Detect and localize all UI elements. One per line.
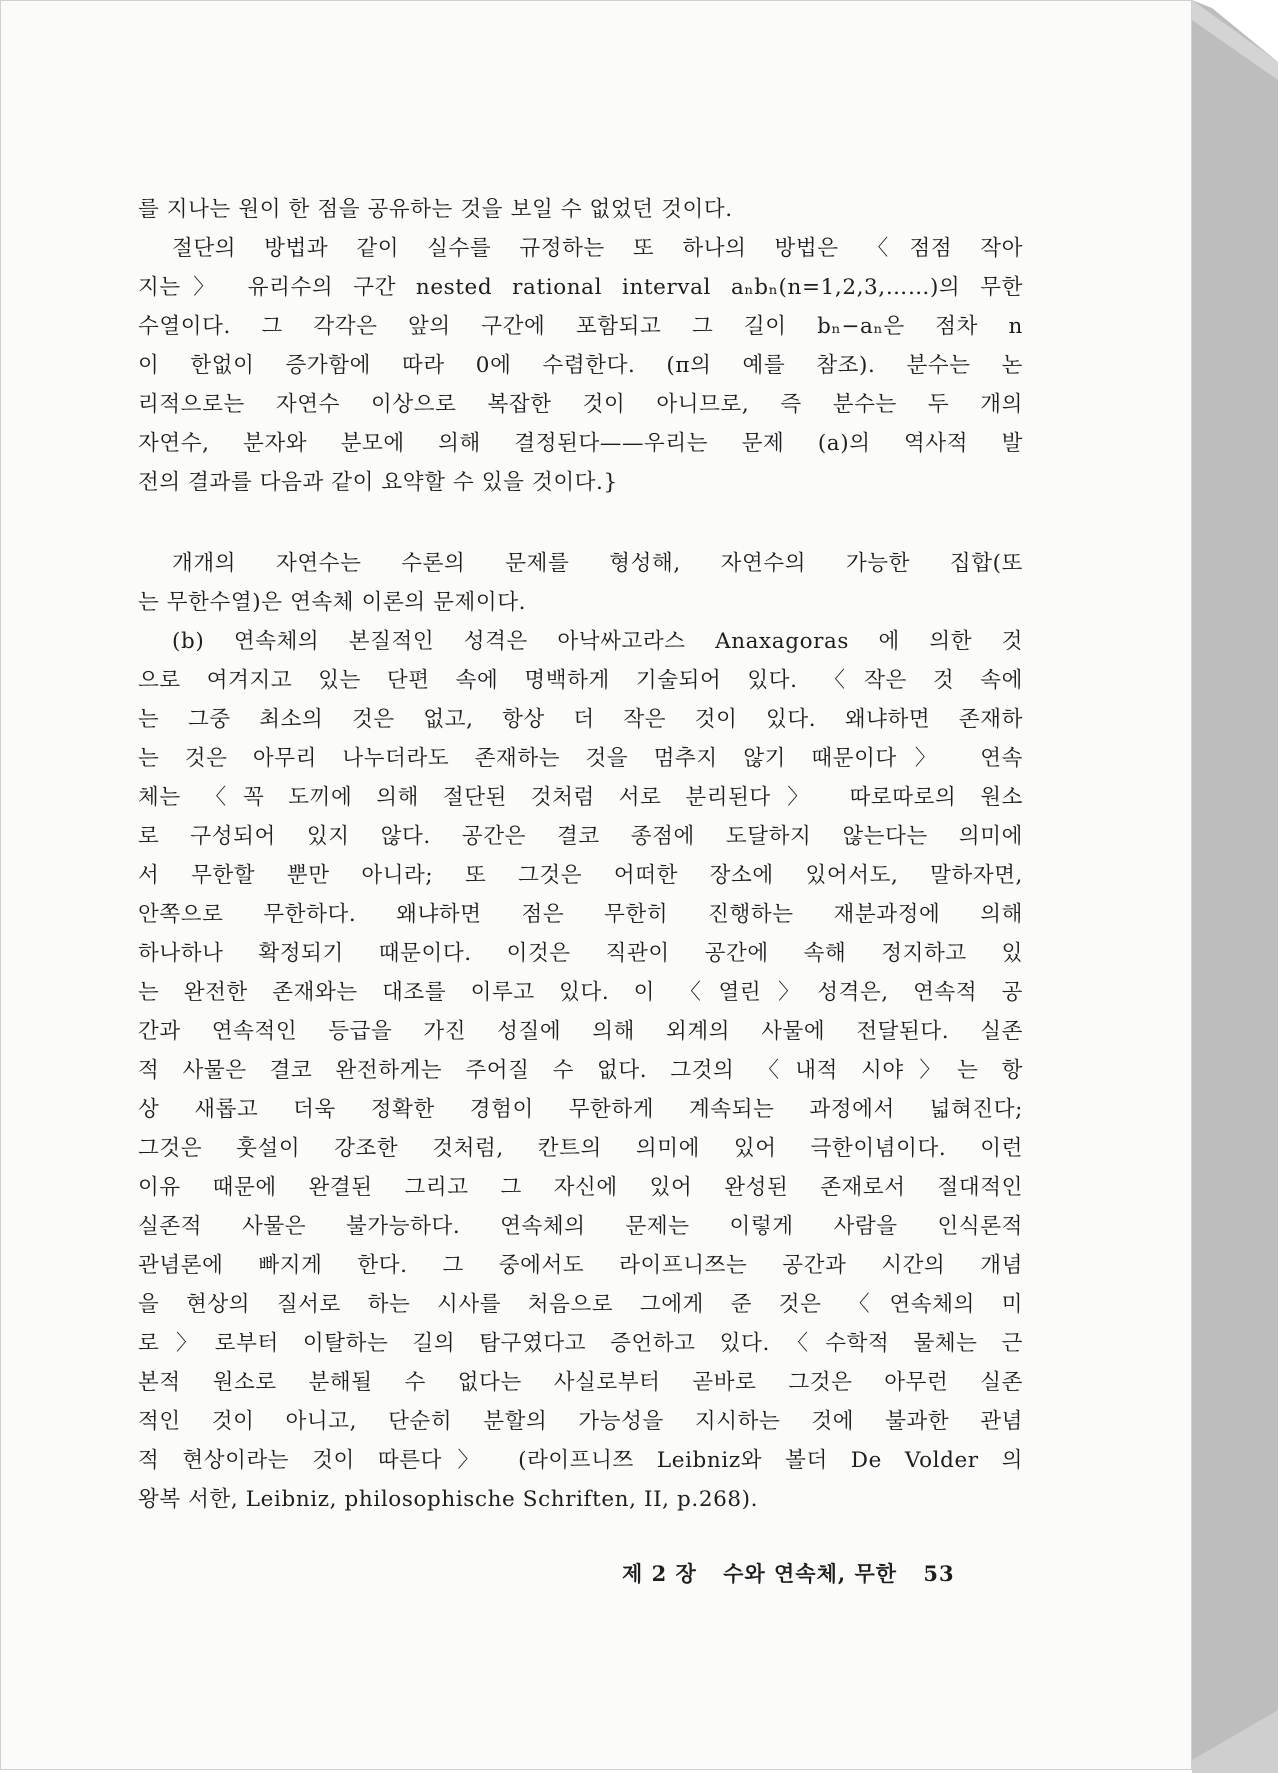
text-line: (b) 연속체의 본질적인 성격은 아낙싸고라스 Anaxagoras 에 의한 것 <box>172 629 1023 654</box>
text-line: 는 그중 최소의 것은 없고, 항상 더 작은 것이 있다. 왜냐하면 존재하 <box>138 707 1023 732</box>
paragraph-2 <box>138 229 1023 502</box>
text-line: 리적으로는 자연수 이상으로 복잡한 것이 아니므로, 즉 분수는 두 개의 <box>138 392 1023 417</box>
text-line: 적 사물은 결코 완전하게는 주어질 수 없다. 그것의 〈내적 시야〉는 항 <box>138 1058 1023 1083</box>
text-line: 을 현상의 질서로 하는 시사를 처음으로 그에게 준 것은 〈연속체의 미 <box>138 1292 1023 1317</box>
page-footer <box>622 1558 973 1588</box>
text-line: 왕복 서한, Leibniz, philosophische Schriften, II, p.268). <box>138 1487 759 1512</box>
text-line: 적인 것이 아니고, 단순히 분할의 가능성을 지시하는 것에 불과한 관념 <box>138 1409 1023 1434</box>
text-line: 수열이다. 그 각각은 앞의 구간에 포함되고 그 길이 bₙ−aₙ은 점차 n <box>138 314 1023 339</box>
text-line: 는 것은 아무리 나누더라도 존재하는 것을 멈추지 않기 때문이다〉 연속 <box>138 746 1023 771</box>
paragraph-3 <box>138 544 1023 622</box>
text-line: 그것은 훗설이 강조한 것처럼, 칸트의 의미에 있어 극한이념이다. 이런 <box>138 1136 1023 1161</box>
text-line: 는 완전한 존재와는 대조를 이루고 있다. 이 〈열린〉성격은, 연속적 공 <box>138 980 1023 1005</box>
text-line: 본적 원소로 분해될 수 없다는 사실로부터 곧바로 그것은 아무런 실존 <box>138 1370 1023 1395</box>
text-line: 이유 때문에 완결된 그리고 그 자신에 있어 완성된 존재로서 절대적인 <box>138 1175 1023 1200</box>
text-line: 를 지나는 원이 한 점을 공유하는 것을 보일 수 없었던 것이다. <box>138 197 733 222</box>
text-line: 전의 결과를 다음과 같이 요약할 수 있을 것이다.} <box>138 470 618 495</box>
text-line: 로 구성되어 있지 않다. 공간은 결코 종점에 도달하지 않는다는 의미에 <box>138 824 1023 849</box>
text-line: 관념론에 빠지게 한다. 그 중에서도 라이프니쯔는 공간과 시간의 개념 <box>138 1253 1023 1278</box>
text-line: 상 새롭고 더욱 정확한 경험이 무한하게 계속되는 과정에서 넓혀진다; <box>138 1097 1023 1122</box>
text-line: 안쪽으로 무한하다. 왜냐하면 점은 무한히 진행하는 재분과정에 의해 <box>138 902 1023 927</box>
text-line: 적 현상이라는 것이 따른다〉 (라이프니쯔 Leibniz와 볼더 De Volder 의 <box>138 1448 1023 1473</box>
chapter-label: 제 2 장 <box>622 1561 697 1586</box>
text-line: 절단의 방법과 같이 실수를 규정하는 또 하나의 방법은 〈점점 작아 <box>172 236 1023 261</box>
text-line: 간과 연속적인 등급을 가진 성질에 의해 외계의 사물에 전달된다. 실존 <box>138 1019 1023 1044</box>
text-line: 로〉로부터 이탈하는 길의 탐구였다고 증언하고 있다.〈수학적 물체는 근 <box>138 1331 1023 1356</box>
chapter-title: 수와 연속체, 무한 <box>723 1561 898 1586</box>
text-line: 서 무한할 뿐만 아니라; 또 그것은 어떠한 장소에 있어서도, 말하자면, <box>138 863 1023 888</box>
text-line: 체는 〈꼭 도끼에 의해 절단된 것처럼 서로 분리된다〉 따로따로의 원소 <box>138 785 1023 810</box>
paragraph-1 <box>138 190 1023 229</box>
paragraph-4 <box>138 622 1023 1519</box>
page-number: 53 <box>923 1561 955 1586</box>
text-line: 으로 여겨지고 있는 단편 속에 명백하게 기술되어 있다. 〈작은 것 속에 <box>138 668 1023 693</box>
text-line: 실존적 사물은 불가능하다. 연속체의 문제는 이렇게 사람을 인식론적 <box>138 1214 1023 1239</box>
text-line: 하나하나 확정되기 때문이다. 이것은 직관이 공간에 속해 정지하고 있 <box>138 941 1023 966</box>
text-line: 지는〉 유리수의 구간 nested rational interval aₙbₙ(n=1,2,3,……)의 무한 <box>138 275 1023 300</box>
text-line: 자연수, 분자와 분모에 의해 결정된다——우리는 문제 (a)의 역사적 발 <box>138 431 1023 456</box>
text-line: 이 한없이 증가함에 따라 0에 수렴한다. (π의 예를 참조). 분수는 논 <box>138 353 1023 378</box>
text-line: 는 무한수열)은 연속체 이론의 문제이다. <box>138 590 527 615</box>
text-line: 개개의 자연수는 수론의 문제를 형성해, 자연수의 가능한 집합(또 <box>172 551 1023 576</box>
